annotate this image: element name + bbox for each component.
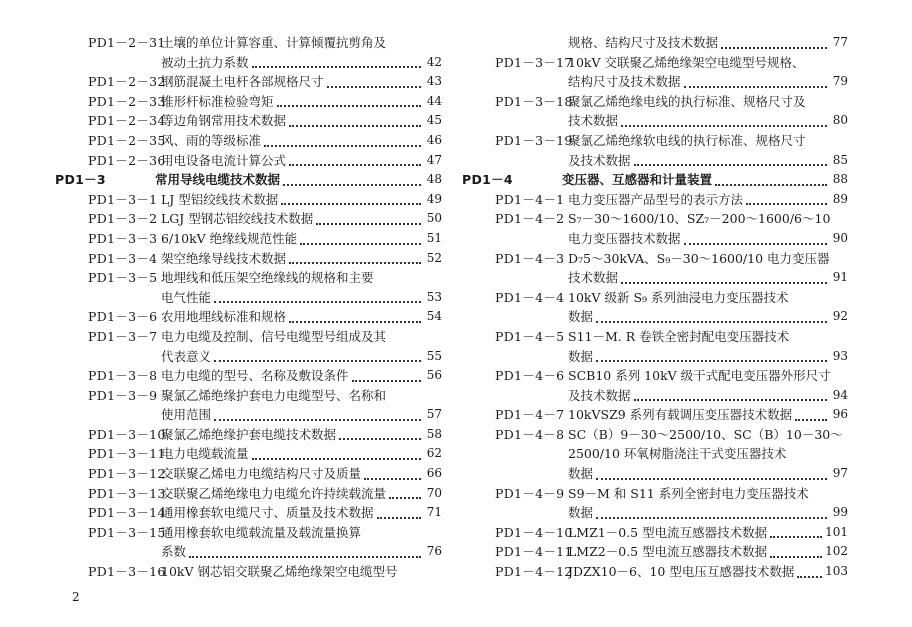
toc-entry xyxy=(55,327,442,347)
toc-page-number: 79 xyxy=(832,74,848,89)
toc-entry-title: S₇－30～1600/10、SZ₇－200～1600/6～10 xyxy=(568,211,831,227)
toc-page-number: 66 xyxy=(426,466,442,481)
toc-entry-continuation xyxy=(55,405,442,425)
toc-entry xyxy=(55,33,442,53)
toc-page-number: 58 xyxy=(426,426,442,441)
toc-entry-title: 技术数据 xyxy=(568,113,619,129)
toc-entry-code: PD1－3－5 xyxy=(88,270,158,286)
dot-leader xyxy=(770,536,822,538)
dot-leader xyxy=(283,184,421,186)
toc-entry-code: PD1－4－4 xyxy=(495,289,565,305)
toc-page-number: 46 xyxy=(426,132,442,147)
dot-leader xyxy=(252,66,421,68)
dot-leader xyxy=(352,380,421,382)
toc-entry-title: SCB10 系列 10kV 级干式配电变压器外形尺寸 xyxy=(568,368,831,384)
toc-entry-continuation xyxy=(462,111,848,131)
toc-entry-code: PD1－4－8 xyxy=(495,426,565,442)
dot-leader xyxy=(264,145,421,147)
toc-entry-code: PD1－3－9 xyxy=(88,387,158,403)
toc-entry-title: 聚氯乙烯绝缘电线的执行标准、规格尺寸及 xyxy=(568,93,806,109)
toc-entry-title: 通用橡套软电缆尺寸、质量及技术数据 xyxy=(161,505,374,521)
toc-entry-title: 电力变压器产品型号的表示方法 xyxy=(568,191,744,207)
dot-leader xyxy=(596,478,827,480)
toc-page-number: 88 xyxy=(832,172,848,187)
dot-leader xyxy=(277,105,421,107)
toc-entry xyxy=(462,523,848,543)
toc-entry xyxy=(462,53,848,73)
toc-entry-code: PD1－3－1 xyxy=(88,191,158,207)
toc-entry-title: 10kV 交联聚乙烯绝缘架空电缆型号规格、 xyxy=(568,54,805,70)
toc-entry-code: PD1－2－32 xyxy=(88,74,166,90)
dot-leader xyxy=(339,438,421,440)
toc-entry-title: 结构尺寸及技术数据 xyxy=(568,74,681,90)
toc-entry xyxy=(55,562,442,582)
toc-entry-code: PD1－3－11 xyxy=(88,446,166,462)
toc-section-heading xyxy=(55,170,442,190)
toc-page-number: 93 xyxy=(832,348,848,363)
dot-leader xyxy=(214,419,421,421)
toc-entry-continuation xyxy=(55,53,442,73)
toc-entry-code: PD1－4 xyxy=(462,172,513,188)
toc-entry-code: PD1－3－12 xyxy=(88,466,166,482)
dot-leader xyxy=(596,321,827,323)
toc-entry-title: 电气性能 xyxy=(161,289,212,305)
dot-leader xyxy=(770,556,822,558)
toc-entry xyxy=(55,366,442,386)
toc-entry-code: PD1－4－1 xyxy=(495,191,565,207)
toc-entry xyxy=(55,249,442,269)
toc-entry xyxy=(55,229,442,249)
toc-page-number: 76 xyxy=(426,544,442,559)
toc-entry-code: PD1－2－31 xyxy=(88,35,166,50)
dot-leader xyxy=(684,86,827,88)
toc-entry-code: PD1－3－6 xyxy=(88,309,158,325)
toc-entry-title: 架空绝缘导线技术数据 xyxy=(161,250,287,266)
toc-entry-continuation xyxy=(462,33,848,53)
dot-leader xyxy=(316,223,421,225)
dot-leader xyxy=(621,282,827,284)
toc-page-number: 94 xyxy=(832,387,848,402)
dot-leader xyxy=(721,47,827,49)
dot-leader xyxy=(289,164,421,166)
toc-entry-code: PD1－3－10 xyxy=(88,426,166,442)
toc-entry-continuation xyxy=(462,347,848,367)
toc-entry xyxy=(462,366,848,386)
toc-entry xyxy=(55,307,442,327)
toc-entry-continuation xyxy=(55,347,442,367)
toc-entry-title: 常用导线电缆技术数据 xyxy=(155,172,281,188)
toc-page-number: 102 xyxy=(825,544,848,559)
toc-entry-code: PD1－3－4 xyxy=(88,250,158,266)
toc-entry-continuation xyxy=(462,229,848,249)
toc-entry-title: 地埋线和低压架空绝缘线的规格和主要 xyxy=(161,270,374,286)
toc-entry xyxy=(55,131,442,151)
toc-entry-title: LMZ1－0.5 型电流互感器技术数据 xyxy=(568,524,768,540)
dot-leader xyxy=(715,184,827,186)
toc-page-number: 43 xyxy=(426,74,442,89)
toc-section-heading xyxy=(462,170,848,190)
toc-entry-title: 钢筋混凝土电杆各部规格尺寸 xyxy=(161,74,324,90)
toc-page-number: 47 xyxy=(426,152,442,167)
toc-entry xyxy=(55,503,442,523)
dot-leader xyxy=(596,360,827,362)
dot-leader xyxy=(377,517,421,519)
toc-entry-continuation xyxy=(462,307,848,327)
toc-left-column xyxy=(55,33,442,582)
toc-entry-title: 代表意义 xyxy=(161,348,212,364)
toc-entry xyxy=(462,327,848,347)
toc-entry xyxy=(462,405,848,425)
toc-page-number: 90 xyxy=(832,230,848,245)
toc-entry-title: 交联聚乙烯电力电缆结构尺寸及质量 xyxy=(161,466,362,482)
toc-entry-code: PD1－2－36 xyxy=(88,152,166,168)
toc-entry xyxy=(55,72,442,92)
toc-entry-title: 技术数据 xyxy=(568,270,619,286)
toc-page-number: 99 xyxy=(832,505,848,520)
dot-leader xyxy=(596,517,827,519)
toc-entry xyxy=(462,288,848,308)
dot-leader xyxy=(252,458,421,460)
toc-entry-code: PD1－2－34 xyxy=(88,113,166,129)
toc-entry-code: PD1－3－8 xyxy=(88,368,158,384)
dot-leader xyxy=(327,86,421,88)
toc-entry-title: LGJ 型钢芯铝绞线技术数据 xyxy=(161,211,314,227)
dot-leader xyxy=(634,399,827,401)
toc-entry-code: PD1－3－17 xyxy=(495,54,573,70)
toc-entry-title: 及技术数据 xyxy=(568,387,631,403)
toc-entry xyxy=(462,562,848,582)
toc-entry-title: 通用橡套软电缆载流量及载流量换算 xyxy=(161,524,362,540)
toc-entry xyxy=(462,425,848,445)
toc-page-number: 42 xyxy=(426,54,442,69)
toc-entry-code: PD1－3－15 xyxy=(88,524,166,540)
toc-entry xyxy=(462,131,848,151)
dot-leader xyxy=(281,203,421,205)
toc-entry xyxy=(55,190,442,210)
dot-leader xyxy=(389,497,421,499)
toc-entry xyxy=(55,425,442,445)
toc-entry xyxy=(462,209,848,229)
toc-entry-continuation xyxy=(462,268,848,288)
toc-entry-code: PD1－3－18 xyxy=(495,93,573,109)
toc-right-column xyxy=(462,33,848,582)
toc-entry xyxy=(55,92,442,112)
toc-entry-title: 及技术数据 xyxy=(568,152,631,168)
toc-entry-code: PD1－3 xyxy=(55,172,106,188)
toc-entry-continuation xyxy=(462,503,848,523)
toc-entry-continuation xyxy=(55,542,442,562)
toc-entry-title: 10kV 钢芯铝交联聚乙烯绝缘架空电缆型号 xyxy=(161,564,398,580)
toc-entry xyxy=(55,151,442,171)
toc-entry xyxy=(55,111,442,131)
toc-entry-title: LJ 型铝绞线技术数据 xyxy=(161,191,279,207)
dot-leader xyxy=(289,125,421,127)
toc-entry-title: 电力变压器技术数据 xyxy=(568,230,681,246)
toc-page-number: 49 xyxy=(426,191,442,206)
toc-entry-code: PD1－4－5 xyxy=(495,328,565,344)
toc-entry xyxy=(55,523,442,543)
toc-page-number: 89 xyxy=(832,191,848,206)
toc-entry xyxy=(55,268,442,288)
toc-entry-code: PD1－4－3 xyxy=(495,250,565,266)
toc-entry-code: PD1－4－11 xyxy=(495,544,573,560)
toc-entry xyxy=(55,386,442,406)
toc-entry-title: 聚氯乙烯绝缘护套电缆技术数据 xyxy=(161,426,337,442)
toc-entry-title: JDZX10－6、10 型电压互感器技术数据 xyxy=(568,564,795,580)
dot-leader xyxy=(795,419,827,421)
toc-entry xyxy=(462,190,848,210)
toc-entry-code: PD1－4－6 xyxy=(495,368,565,384)
toc-entry-title: 变压器、互感器和计量装置 xyxy=(562,172,713,188)
toc-entry-code: PD1－3－16 xyxy=(88,564,166,580)
dot-leader xyxy=(634,164,827,166)
toc-page-number: 97 xyxy=(832,466,848,481)
toc-entry-title: 聚氯乙烯绝缘护套电力电缆型号、名称和 xyxy=(161,387,387,403)
toc-entry-continuation xyxy=(462,151,848,171)
toc-entry-continuation xyxy=(55,288,442,308)
toc-entry xyxy=(462,542,848,562)
toc-entry-title: 交联聚乙烯绝缘电力电缆允许持续载流量 xyxy=(161,485,387,501)
dot-leader xyxy=(300,243,421,245)
toc-entry-code: PD1－4－9 xyxy=(495,485,565,501)
toc-page-number: 48 xyxy=(426,172,442,187)
toc-page-number: 50 xyxy=(426,211,442,226)
toc-entry-title: 电力电缆及控制、信号电缆型号组成及其 xyxy=(161,328,387,344)
toc-page-number: 77 xyxy=(832,35,848,49)
dot-leader xyxy=(289,321,421,323)
toc-entry-title: 2500/10 环氧树脂浇注干式变压器技术 xyxy=(568,446,787,462)
toc-entry-title: 电力电缆的型号、名称及敷设条件 xyxy=(161,368,349,384)
toc-entry-title: 6/10kV 绝缘线规范性能 xyxy=(161,230,298,246)
toc-page-number: 57 xyxy=(426,407,442,422)
toc-page-number: 70 xyxy=(426,485,442,500)
toc-entry-title: 数据 xyxy=(568,309,594,325)
toc-entry-title: 数据 xyxy=(568,505,594,521)
toc-page-number: 80 xyxy=(832,113,848,128)
toc-entry-continuation xyxy=(462,444,848,464)
toc-page-number: 71 xyxy=(426,505,442,520)
toc-entry xyxy=(462,249,848,269)
toc-entry-title: 农用地埋线标准和规格 xyxy=(161,309,287,325)
dot-leader xyxy=(189,556,421,558)
toc-page-number: 44 xyxy=(426,93,442,108)
toc-entry-title: 等边角钢常用技术数据 xyxy=(161,113,287,129)
toc-page-number: 52 xyxy=(426,250,442,265)
toc-entry-title: D₇5～30kVA、S₉－30～1600/10 电力变压器 xyxy=(568,250,830,266)
dot-leader xyxy=(746,203,827,205)
toc-entry-code: PD1－2－33 xyxy=(88,93,166,109)
toc-entry-code: PD1－3－2 xyxy=(88,211,158,227)
toc-entry-title: 使用范围 xyxy=(161,407,212,423)
toc-entry-title: 聚氯乙烯绝缘软电线的执行标准、规格尺寸 xyxy=(568,132,806,148)
toc-entry-title: 被动土抗力系数 xyxy=(161,54,249,70)
dot-leader xyxy=(364,478,421,480)
toc-page-number: 55 xyxy=(426,348,442,363)
toc-entry-title: 数据 xyxy=(568,466,594,482)
toc-entry-title: 土壤的单位计算容重、计算倾覆抗剪角及 xyxy=(161,35,387,50)
toc-entry-title: S11－M. R 卷铁全密封配电变压器技术 xyxy=(568,328,790,344)
toc-entry xyxy=(55,484,442,504)
toc-entry-continuation xyxy=(462,464,848,484)
toc-page-number: 103 xyxy=(825,564,848,579)
toc-page-number: 54 xyxy=(426,309,442,324)
toc-entry-title: S9－M 和 S11 系列全密封电力变压器技术 xyxy=(568,485,809,501)
dot-leader xyxy=(214,301,421,303)
toc-entry xyxy=(55,444,442,464)
toc-page-number: 91 xyxy=(832,270,848,285)
toc-entry-code: PD1－3－14 xyxy=(88,505,166,521)
toc-entry-code: PD1－4－10 xyxy=(495,524,573,540)
toc-entry xyxy=(462,92,848,112)
toc-entry xyxy=(55,209,442,229)
toc-page-number: 56 xyxy=(426,368,442,383)
toc-entry xyxy=(462,484,848,504)
toc-entry-code: PD1－3－19 xyxy=(495,132,573,148)
toc-entry-code: PD1－4－7 xyxy=(495,407,565,423)
toc-entry-code: PD1－2－35 xyxy=(88,132,166,148)
toc-entry-continuation xyxy=(462,386,848,406)
toc-page-number: 53 xyxy=(426,289,442,304)
dot-leader xyxy=(621,125,827,127)
toc-entry-code: PD1－3－7 xyxy=(88,328,158,344)
toc-entry-title: 电力电缆载流量 xyxy=(161,446,249,462)
toc-entry-code: PD1－4－2 xyxy=(495,211,565,227)
toc-entry-code: PD1－3－3 xyxy=(88,230,158,246)
dot-leader xyxy=(684,243,827,245)
dot-leader xyxy=(797,576,822,578)
toc-entry-title: SC（B）9－30～2500/10、SC（B）10－30～ xyxy=(568,426,843,442)
toc-entry-title: 锥形杆标准检验弯矩 xyxy=(161,93,274,109)
toc-entry-title: 用电设备电流计算公式 xyxy=(161,152,287,168)
toc-page-number: 51 xyxy=(426,230,442,245)
toc-page-number: 45 xyxy=(426,113,442,128)
toc-page-number: 62 xyxy=(426,446,442,461)
toc-entry-code: PD1－4－12 xyxy=(495,564,573,580)
toc-entry xyxy=(55,464,442,484)
toc-entry-title: 10kV 级新 S₉ 系列油浸电力变压器技术 xyxy=(568,289,789,305)
toc-entry-title: 10kVSZ9 系列有载调压变压器技术数据 xyxy=(568,407,793,423)
toc-page-number: 92 xyxy=(832,309,848,324)
dot-leader xyxy=(289,262,421,264)
toc-page-number: 96 xyxy=(832,407,848,422)
toc-entry-code: PD1－3－13 xyxy=(88,485,166,501)
toc-entry-title: 系数 xyxy=(161,544,187,560)
toc-entry-title: 规格、结构尺寸及技术数据 xyxy=(568,35,719,50)
toc-entry-title: 风、雨的等级标准 xyxy=(161,132,262,148)
toc-entry-title: LMZ2－0.5 型电流互感器技术数据 xyxy=(568,544,768,560)
toc-page-number: 85 xyxy=(832,152,848,167)
toc-page-number: 101 xyxy=(825,524,848,539)
dot-leader xyxy=(214,360,421,362)
toc-entry-continuation xyxy=(462,72,848,92)
toc-entry-title: 数据 xyxy=(568,348,594,364)
page-number: 2 xyxy=(72,590,80,604)
